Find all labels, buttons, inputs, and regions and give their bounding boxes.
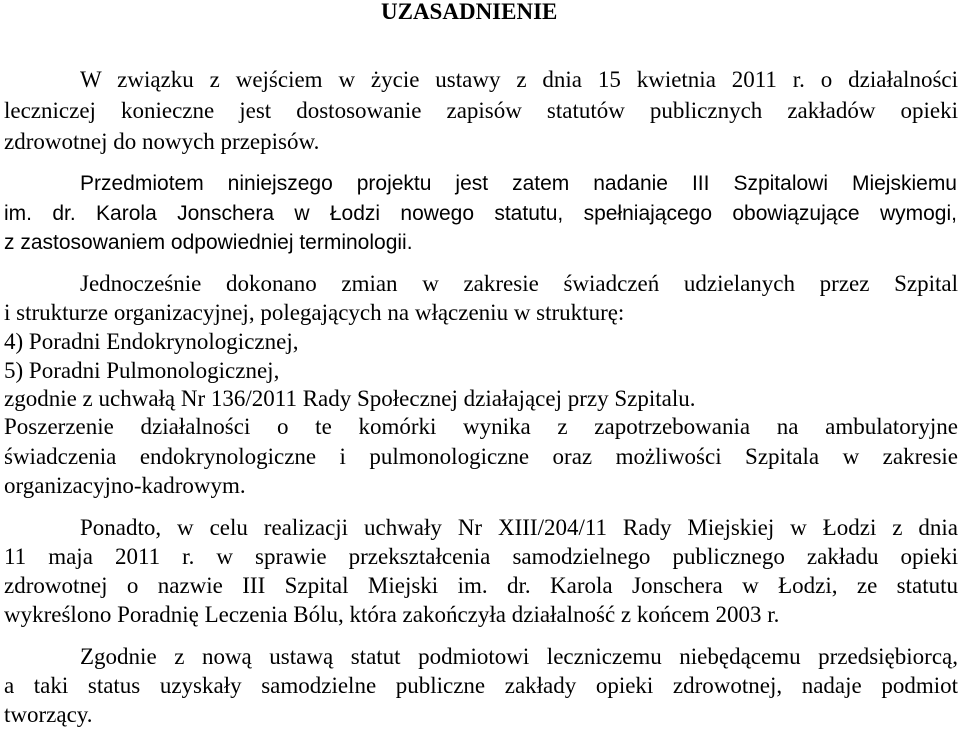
text-line: i strukturze organizacyjnej, polegających na włączeniu w strukturę: [4, 300, 625, 325]
text-line: W związku z wejściem w życie ustawy z dnia 15 kwietnia 2011 r. o działalności [80, 67, 958, 92]
text-line: Zgodnie z nową ustawą statut podmiotowi leczniczemu niebędącemu przedsiębiorcą, [80, 644, 958, 669]
text-line: Jednocześnie dokonano zmian w zakresie świadczeń udzielanych przez Szpital [80, 271, 958, 296]
text-line: 11 maja 2011 r. w sprawie przekształcenia samodzielnego publicznego zakładu opieki [4, 544, 958, 569]
text-line: zdrowotnej o nazwie III Szpital Miejski im. dr. Karola Jonschera w Łodzi, ze statutu [4, 573, 958, 598]
text-line: 5) Poradni Pulmonologicznej, [4, 358, 280, 383]
text-line: tworzący. [4, 702, 93, 727]
text-line: zdrowotnej do nowych przepisów. [4, 129, 320, 154]
text-line: im. dr. Karola Jonschera w Łodzi nowego statutu, spełniającego obowiązujące wymogi, [4, 202, 957, 225]
text-line: Poszerzenie działalności o te komórki wynika z zapotrzebowania na ambulatoryjne [4, 414, 958, 439]
text-line: Ponadto, w celu realizacji uchwały Nr XIII/204/11 Rady Miejskiej w Łodzi z dnia [80, 515, 958, 540]
text-line: 4) Poradni Endokrynologicznej, [4, 329, 299, 354]
text-line: leczniczej konieczne jest dostosowanie zapisów statutów publicznych zakładów opieki [4, 98, 958, 123]
text-line: świadczenia endokrynologiczne i pulmonologiczne oraz możliwości Szpitala w zakresie [4, 444, 958, 469]
text-line: organizacyjno-kadrowym. [4, 473, 246, 498]
text-line: wykreślono Poradnię Leczenia Bólu, która zakończyła działalność z końcem 2003 r. [4, 602, 780, 627]
text-line: Przedmiotem niniejszego projektu jest zatem nadanie III Szpitalowi Miejskiemu [80, 172, 957, 195]
document-title: UZASADNIENIE [381, 0, 558, 24]
text-line: z zastosowaniem odpowiedniej terminologii. [4, 231, 413, 254]
text-line: zgodnie z uchwałą Nr 136/2011 Rady Społecznej działającej przy Szpitalu. [4, 386, 696, 411]
text-line: a taki status uzyskały samodzielne publiczne zakłady opieki zdrowotnej, nadaje podmiot [4, 673, 958, 698]
